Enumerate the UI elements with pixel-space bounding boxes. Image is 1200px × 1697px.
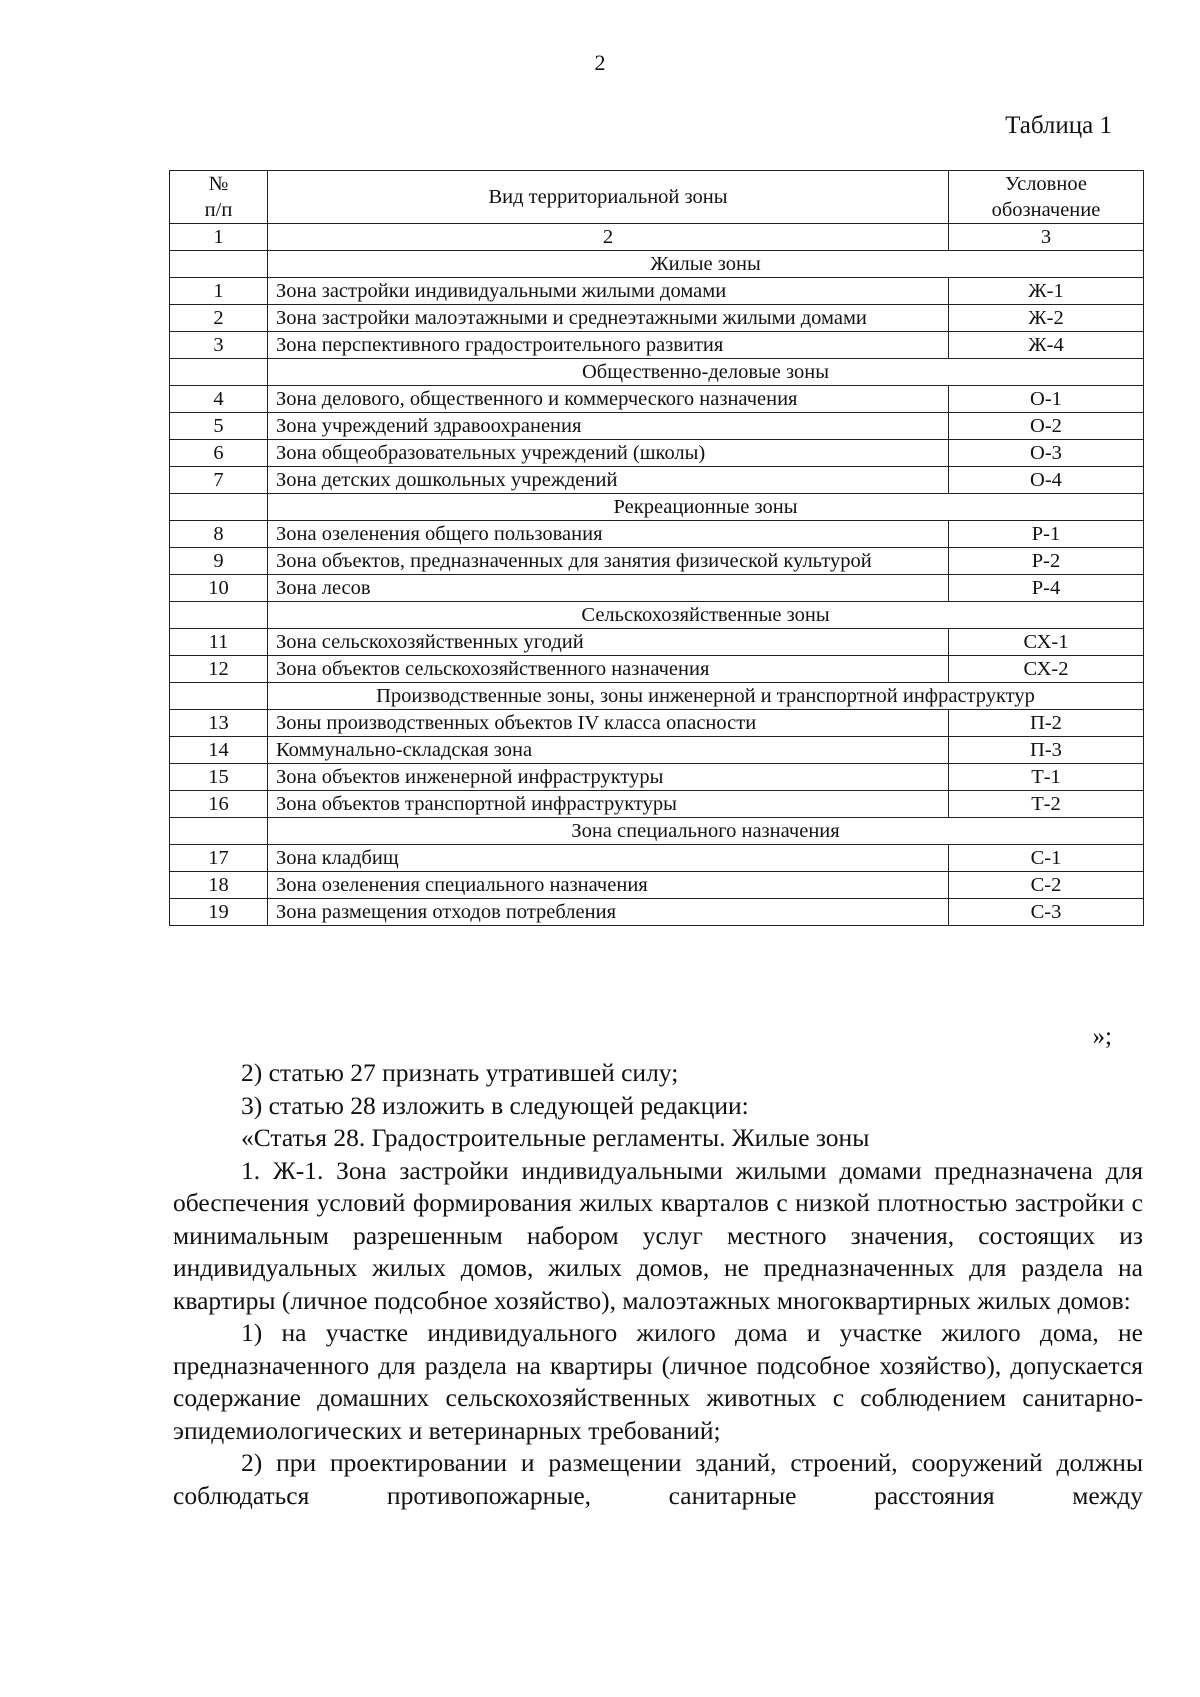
- zone-name: Зона озеленения общего пользования: [268, 521, 949, 548]
- row-number: 15: [170, 764, 268, 791]
- section-num-cell: [170, 494, 268, 521]
- table-header-row: [170, 171, 1144, 224]
- zone-code: С-1: [949, 845, 1144, 872]
- section-num-cell: [170, 683, 268, 710]
- body-text: [173, 1057, 1143, 1512]
- zone-name: Зона объектов транспортной инфраструктуры: [268, 791, 949, 818]
- row-number: 8: [170, 521, 268, 548]
- zone-code: Т-1: [949, 764, 1144, 791]
- zone-name: Зона лесов: [268, 575, 949, 602]
- zone-code: О-1: [949, 386, 1144, 413]
- row-number: 10: [170, 575, 268, 602]
- section-title: Жилые зоны: [268, 251, 1144, 278]
- column-number: 3: [949, 224, 1144, 251]
- section-title: Рекреационные зоны: [268, 494, 1144, 521]
- row-number: 2: [170, 305, 268, 332]
- row-number: 12: [170, 656, 268, 683]
- row-number: 18: [170, 872, 268, 899]
- paragraph: 1. Ж-1. Зона застройки индивидуальными жилыми домами предназначена для обеспечения условий формирования жилых кварталов с низкой плотностью застройки с минимальным разрешенным набором услуг местного значения, состоящих из индивидуальных жилых домов, жилых домов, не предназначенных для раздела на квартиры (личное подсобное хозяйство), малоэтажных многоквартирных жилых домов:: [173, 1155, 1143, 1315]
- zone-code: П-3: [949, 737, 1144, 764]
- zone-code: О-3: [949, 440, 1144, 467]
- header-num: № п/п: [170, 171, 268, 224]
- table-row: [170, 440, 1144, 467]
- table-row: [170, 899, 1144, 926]
- zone-name: Зона общеобразовательных учреждений (школы): [268, 440, 949, 467]
- table-row: [170, 413, 1144, 440]
- zone-name: Зона детских дошкольных учреждений: [268, 467, 949, 494]
- row-number: 7: [170, 467, 268, 494]
- row-number: 4: [170, 386, 268, 413]
- table-row: [170, 467, 1144, 494]
- zone-code: Р-1: [949, 521, 1144, 548]
- zone-code: Р-4: [949, 575, 1144, 602]
- section-title: Зона специального назначения: [268, 818, 1144, 845]
- zone-code: Ж-4: [949, 332, 1144, 359]
- column-number: 1: [170, 224, 268, 251]
- section-title: Сельскохозяйственные зоны: [268, 602, 1144, 629]
- row-number: 13: [170, 710, 268, 737]
- section-row: [170, 683, 1144, 710]
- table-row: [170, 872, 1144, 899]
- section-row: [170, 818, 1144, 845]
- table-row: [170, 521, 1144, 548]
- column-number: 2: [268, 224, 949, 251]
- closing-quote: »;: [1092, 1023, 1112, 1050]
- zone-name: Зона застройки малоэтажными и среднеэтажными жилыми домами: [268, 305, 949, 332]
- zone-name: Зона делового, общественного и коммерческого назначения: [268, 386, 949, 413]
- section-num-cell: [170, 602, 268, 629]
- section-num-cell: [170, 818, 268, 845]
- table-row: [170, 629, 1144, 656]
- table-row: [170, 548, 1144, 575]
- section-title: Общественно-деловые зоны: [268, 359, 1144, 386]
- paragraph: «Статья 28. Градостроительные регламенты. Жилые зоны: [241, 1123, 870, 1152]
- zone-code: С-3: [949, 899, 1144, 926]
- zone-code: СХ-1: [949, 629, 1144, 656]
- row-number: 5: [170, 413, 268, 440]
- table-row: [170, 710, 1144, 737]
- row-number: 17: [170, 845, 268, 872]
- row-number: 6: [170, 440, 268, 467]
- table-row: [170, 278, 1144, 305]
- zone-name: Зона учреждений здравоохранения: [268, 413, 949, 440]
- row-number: 9: [170, 548, 268, 575]
- zone-name: Зоны производственных объектов IV класса опасности: [268, 710, 949, 737]
- zone-name: Зона сельскохозяйственных угодий: [268, 629, 949, 656]
- row-number: 3: [170, 332, 268, 359]
- row-number: 19: [170, 899, 268, 926]
- row-number: 14: [170, 737, 268, 764]
- zone-name: Зона объектов, предназначенных для занятия физической культурой: [268, 548, 949, 575]
- table-row: [170, 845, 1144, 872]
- zone-name: Зона застройки индивидуальными жилыми домами: [268, 278, 949, 305]
- table-row: [170, 764, 1144, 791]
- zone-name: Зона размещения отходов потребления: [268, 899, 949, 926]
- zone-name: Зона объектов инженерной инфраструктуры: [268, 764, 949, 791]
- row-number: 11: [170, 629, 268, 656]
- paragraph: 1) на участке индивидуального жилого дома и участке жилого дома, не предназначенного для раздела на квартиры (личное подсобное хозяйство), допускается содержание домашних сельскохозяйственных животных с соблюдением санитарно-эпидемиологических и ветеринарных требований;: [173, 1318, 1143, 1445]
- table-row: [170, 737, 1144, 764]
- zone-code: О-2: [949, 413, 1144, 440]
- table-row: [170, 791, 1144, 818]
- section-num-cell: [170, 251, 268, 278]
- table-row: [170, 332, 1144, 359]
- zone-code: Р-2: [949, 548, 1144, 575]
- row-number: 1: [170, 278, 268, 305]
- table-row: [170, 575, 1144, 602]
- table-row: [170, 386, 1144, 413]
- zone-name: Коммунально-складская зона: [268, 737, 949, 764]
- paragraph: 2) статью 27 признать утратившей силу;: [241, 1058, 679, 1087]
- page-number: 2: [594, 50, 606, 75]
- zone-code: Ж-1: [949, 278, 1144, 305]
- row-number: 16: [170, 791, 268, 818]
- header-zone-type: Вид территориальной зоны: [268, 171, 949, 224]
- section-row: [170, 251, 1144, 278]
- section-row: [170, 494, 1144, 521]
- paragraph: 2) при проектировании и размещении зданий, строений, сооружений должны соблюдаться противопожарные, санитарные расстояния между: [173, 1448, 1143, 1510]
- table-caption: Таблица 1: [1005, 112, 1112, 139]
- zone-code: С-2: [949, 872, 1144, 899]
- section-row: [170, 602, 1144, 629]
- table-row: [170, 305, 1144, 332]
- zone-name: Зона озеленения специального назначения: [268, 872, 949, 899]
- zone-code: СХ-2: [949, 656, 1144, 683]
- zone-code: Т-2: [949, 791, 1144, 818]
- zone-code: П-2: [949, 710, 1144, 737]
- zone-name: Зона объектов сельскохозяйственного назначения: [268, 656, 949, 683]
- column-numbers-row: [170, 224, 1144, 251]
- section-row: [170, 359, 1144, 386]
- zone-name: Зона перспективного градостроительного развития: [268, 332, 949, 359]
- table-row: [170, 656, 1144, 683]
- paragraph: 3) статью 28 изложить в следующей редакции:: [241, 1090, 749, 1120]
- zone-code: О-4: [949, 467, 1144, 494]
- zones-table: [169, 170, 1144, 926]
- zone-code: Ж-2: [949, 305, 1144, 332]
- section-title: Производственные зоны, зоны инженерной и транспортной инфраструктур: [268, 683, 1144, 710]
- header-code: Условное обозначение: [949, 171, 1144, 224]
- section-num-cell: [170, 359, 268, 386]
- zone-name: Зона кладбищ: [268, 845, 949, 872]
